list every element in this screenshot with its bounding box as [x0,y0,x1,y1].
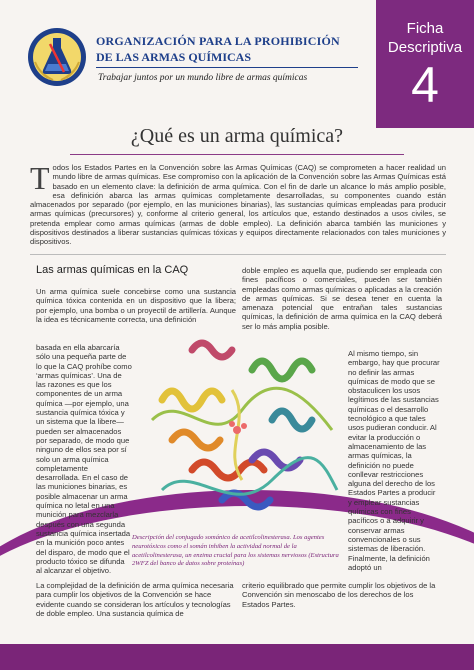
col-a-paragraph-wrap: basada en ella abarcaría sólo una pequeña parte de lo que la CAQ prohíbe como ‘armas químicas’. Una de las razones es que los componentes de un arma química —por ejemplo, una sustancia química tóxica y un sistema que la libere— pueden ser almacenados por separado, de modo que ninguno de ellos sea por sí solo un arma química completamente desarrollada. En el caso de las municiones binarias, es posible almacenar un arma química no letal en una munición para mezclarla después con una segunda sustancia química insertada en la munición poco antes del disparo, de modo que el producto tóxico se difunda al alcanzar el objetivo. [36,343,132,576]
bottom-band [0,644,474,670]
figure-caption: Descripción del conjugado sománico de acetilcolinesterasa. Los agentes neurotóxicos como el somán inhiben la actividad normal de la acetilcolinesterasa, un enzima crucial para los sistemas nerviosos (Estructura 2WFZ del banco de datos sobre proteínas) [132,534,339,568]
col-b-paragraph-top: doble empleo es aquella que, pudiendo ser empleada con fines pacíficos o comerciales, pueden ser también empleadas como armas químicas o aplicadas a la creación de armas químicas. Si se desea tener en cuenta la amenaza potencial que entrañan tales sustancias químicas, la definición de arma química en la CAQ deberá ser lo más amplia posible. [242,266,442,331]
page-title: ¿Qué es un arma química? [130,125,344,147]
intro-paragraph [30,160,446,247]
badge-line2: Descriptiva [387,39,463,56]
col-a-paragraph-top: Un arma química suele concebirse como una sustancia química tóxica contenida en un dispositivo que la libera; por ejemplo, una bomba o un proyectil de artillería. Aunque la idea es técnicamente correcta, una definición [36,287,236,324]
badge-line1: Ficha [406,20,444,37]
col-a-paragraph-bottom: La complejidad de la definición de arma química necesaria para cumplir los objetivos de la Convención se hace evidente cuando se consideran los artículos y tecnologías de doble empleo. Una sustancia química de [36,581,234,618]
fact-sheet-badge [376,0,474,128]
title-rule [70,154,404,155]
badge-number: 4 [411,57,439,113]
section-divider [30,254,446,255]
protein-structure-image [132,330,346,532]
header-rule [96,67,358,68]
opcw-logo [26,26,88,88]
section-heading: Las armas químicas en la CAQ [36,264,189,276]
col-b-paragraph-bottom: criterio equilibrado que permite cumplir los objetivos de la Convención sin menoscabo de los derechos de los Estados Partes. [242,581,436,609]
drop-cap: T [30,160,50,196]
motto: Trabajar juntos por un mundo libre de armas químicas [98,73,308,83]
intro-text: odos los Estados Partes en la Convención sobre las Armas Químicas (CAQ) se comprometen a hacer realidad un mundo libre de armas químicas. Ese compromiso con la aplicación de la Convención sobre las Armas Químicas está basado en un elemento clave: la definición de arma química. Con el fin de darle un alcance lo más amplio posible, esa definición abarca las armas químicas completamente desarrolladas, su componentes cuando están almacenados por separado (por ejemplo, en las municiones binarias), las sustancias químicas empleadas para producir armas químicas (precursores) y, conforme al criterio general, los artículos que, estando destinados a usos civiles, se pretenda emplear como armas químicas (armas de doble empleo). La definición abarca también las municiones y dispositivos destinados a liberar sustancias químicas tóxicas y equipos directamente relacionados con tales municiones y dispositivos. [30,163,446,247]
org-name-line2: DE LAS ARMAS QUÍMICAS [96,50,252,64]
org-name-line1: ORGANIZACIÓN PARA LA PROHIBICIÓN [96,34,340,48]
col-b-paragraph-wrap: Al mismo tiempo, sin embargo, hay que procurar no definir las armas químicas de modo que se obstaculicen los usos legítimos de las sustancias químicas o el desarrollo tecnológico a que tales usos pudieran conducir. Al evitar la producción o almacenamiento de las armas químicas, la definición no puede conllevar restricciones alguna del derecho de los Estados Partes a producir y emplear sustancias químicas con fines pacíficos o a adquirir y conservar armas convencionales o sus sistemas de liberación. Finalmente, la definición adoptó un [348,349,440,572]
